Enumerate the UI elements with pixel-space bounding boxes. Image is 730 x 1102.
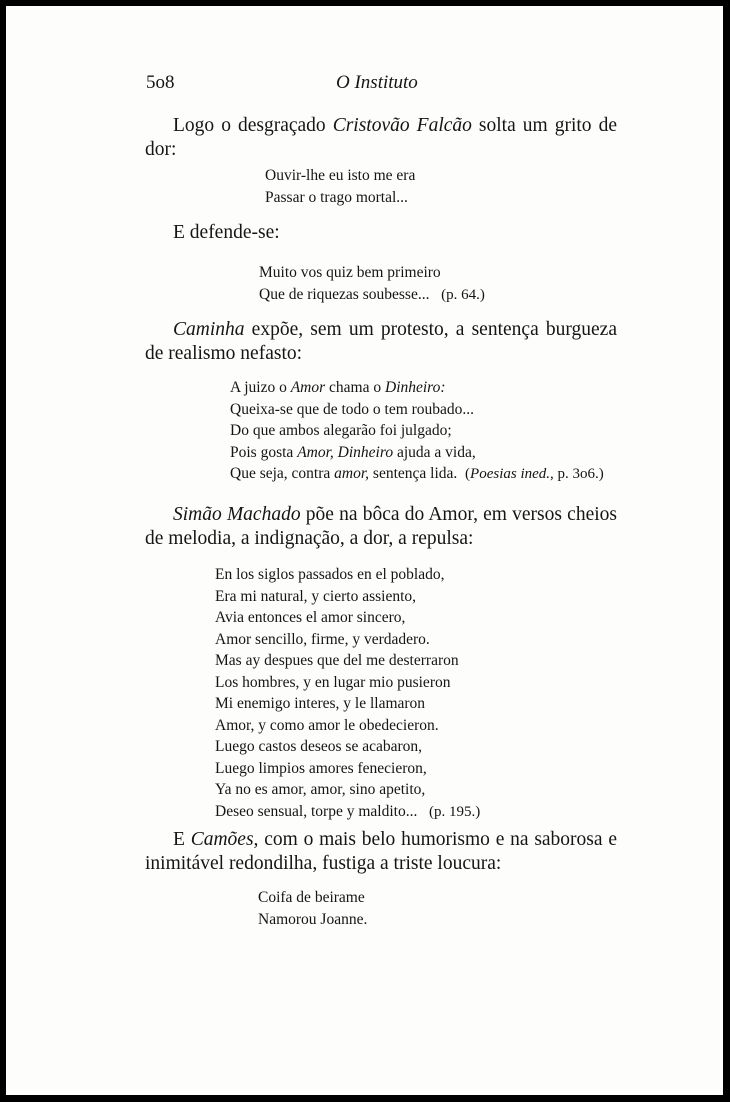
paragraph-line: inimitável redondilha, fustiga a triste loucura:: [145, 853, 502, 874]
paragraph-camoes: [145, 828, 617, 876]
paragraph-line: E Camões, com o mais belo humorismo e na saborosa e: [173, 829, 617, 850]
verse-line: Avia entonces el amor sincero,: [215, 609, 406, 626]
verse-line: Coifa de beirame: [258, 889, 365, 906]
verse-line: Que seja, contra amor, sentença lida. (Poesias ined., p. 3o6.): [230, 465, 604, 482]
paragraph-falcao: [145, 114, 617, 162]
verse-falcao: [265, 165, 415, 208]
verse-camoes: [258, 887, 367, 930]
verse-line: A juizo o Amor chama o Dinheiro:: [230, 379, 446, 396]
verse-line: Amor, y como amor le obedecieron.: [215, 716, 439, 734]
page-number: 5o8: [146, 72, 175, 93]
verse-machado: [215, 564, 480, 823]
author-name: Simão Machado: [173, 504, 301, 525]
verse-line: En los siglos passados en el poblado,: [215, 566, 445, 583]
verse-line: Pois gosta Amor, Dinheiro ajuda a vida,: [230, 443, 476, 461]
verse-line: Los hombres, y en lugar mio pusieron: [215, 673, 451, 691]
verse-line: Mas ay despues que del me desterraron: [215, 652, 459, 669]
verse-line: Passar o trago mortal...: [265, 188, 408, 206]
paragraph-defende: [145, 221, 617, 245]
book-page: [6, 6, 723, 1095]
author-name: Cristovão Falcão: [332, 115, 472, 136]
page-citation: (p. 64.): [441, 286, 485, 303]
verse-line: Que de riquezas soubesse... (p. 64.): [259, 285, 485, 303]
verse-line: Ya no es amor, amor, sino apetito,: [215, 781, 426, 798]
verse-line: Muito vos quiz bem primeiro: [259, 264, 441, 281]
paragraph-line: E defende-se:: [173, 222, 280, 243]
verse-line: Ouvir-lhe eu isto me era: [265, 167, 416, 184]
page-header: [146, 72, 616, 98]
verse-line: Deseo sensual, torpe y maldito... (p. 195.): [215, 802, 481, 820]
paragraph-line: Caminha expõe, sem um protesto, a sentença burgueza: [173, 319, 617, 340]
verse-line: Namorou Joanne.: [258, 910, 368, 928]
paragraph-line: Simão Machado põe na bôca do Amor, em versos cheios: [173, 504, 617, 525]
page-citation: (Poesias ined., p. 3o6.): [465, 466, 604, 482]
verse-line: Queixa-se que de todo o tem roubado...: [230, 400, 475, 418]
author-name: Camões,: [190, 829, 259, 850]
paragraph-caminha: [145, 318, 617, 366]
page-citation: (p. 195.): [428, 803, 481, 820]
paragraph-machado: [145, 503, 617, 551]
paragraph-line: Logo o desgraçado Cristovão Falcão solta um grito de: [173, 115, 617, 136]
verse-defende: [259, 262, 485, 306]
verse-line: Amor sencillo, firme, y verdadero.: [215, 630, 430, 648]
paragraph-line: de melodia, a indignação, a dor, a repulsa:: [145, 528, 474, 549]
paragraph-line: de realismo nefasto:: [145, 343, 303, 364]
verse-line: Mi enemigo interes, y le llamaron: [215, 695, 426, 712]
running-title: O Instituto: [336, 72, 418, 93]
author-name: Caminha: [173, 319, 245, 340]
verse-line: Do que ambos alegarão foi julgado;: [230, 422, 452, 439]
paragraph-line: dor:: [145, 139, 177, 160]
verse-line: Luego limpios amores fenecieron,: [215, 759, 427, 777]
verse-caminha: [230, 377, 604, 486]
verse-line: Era mi natural, y cierto assiento,: [215, 587, 417, 605]
verse-line: Luego castos deseos se acabaron,: [215, 738, 423, 755]
